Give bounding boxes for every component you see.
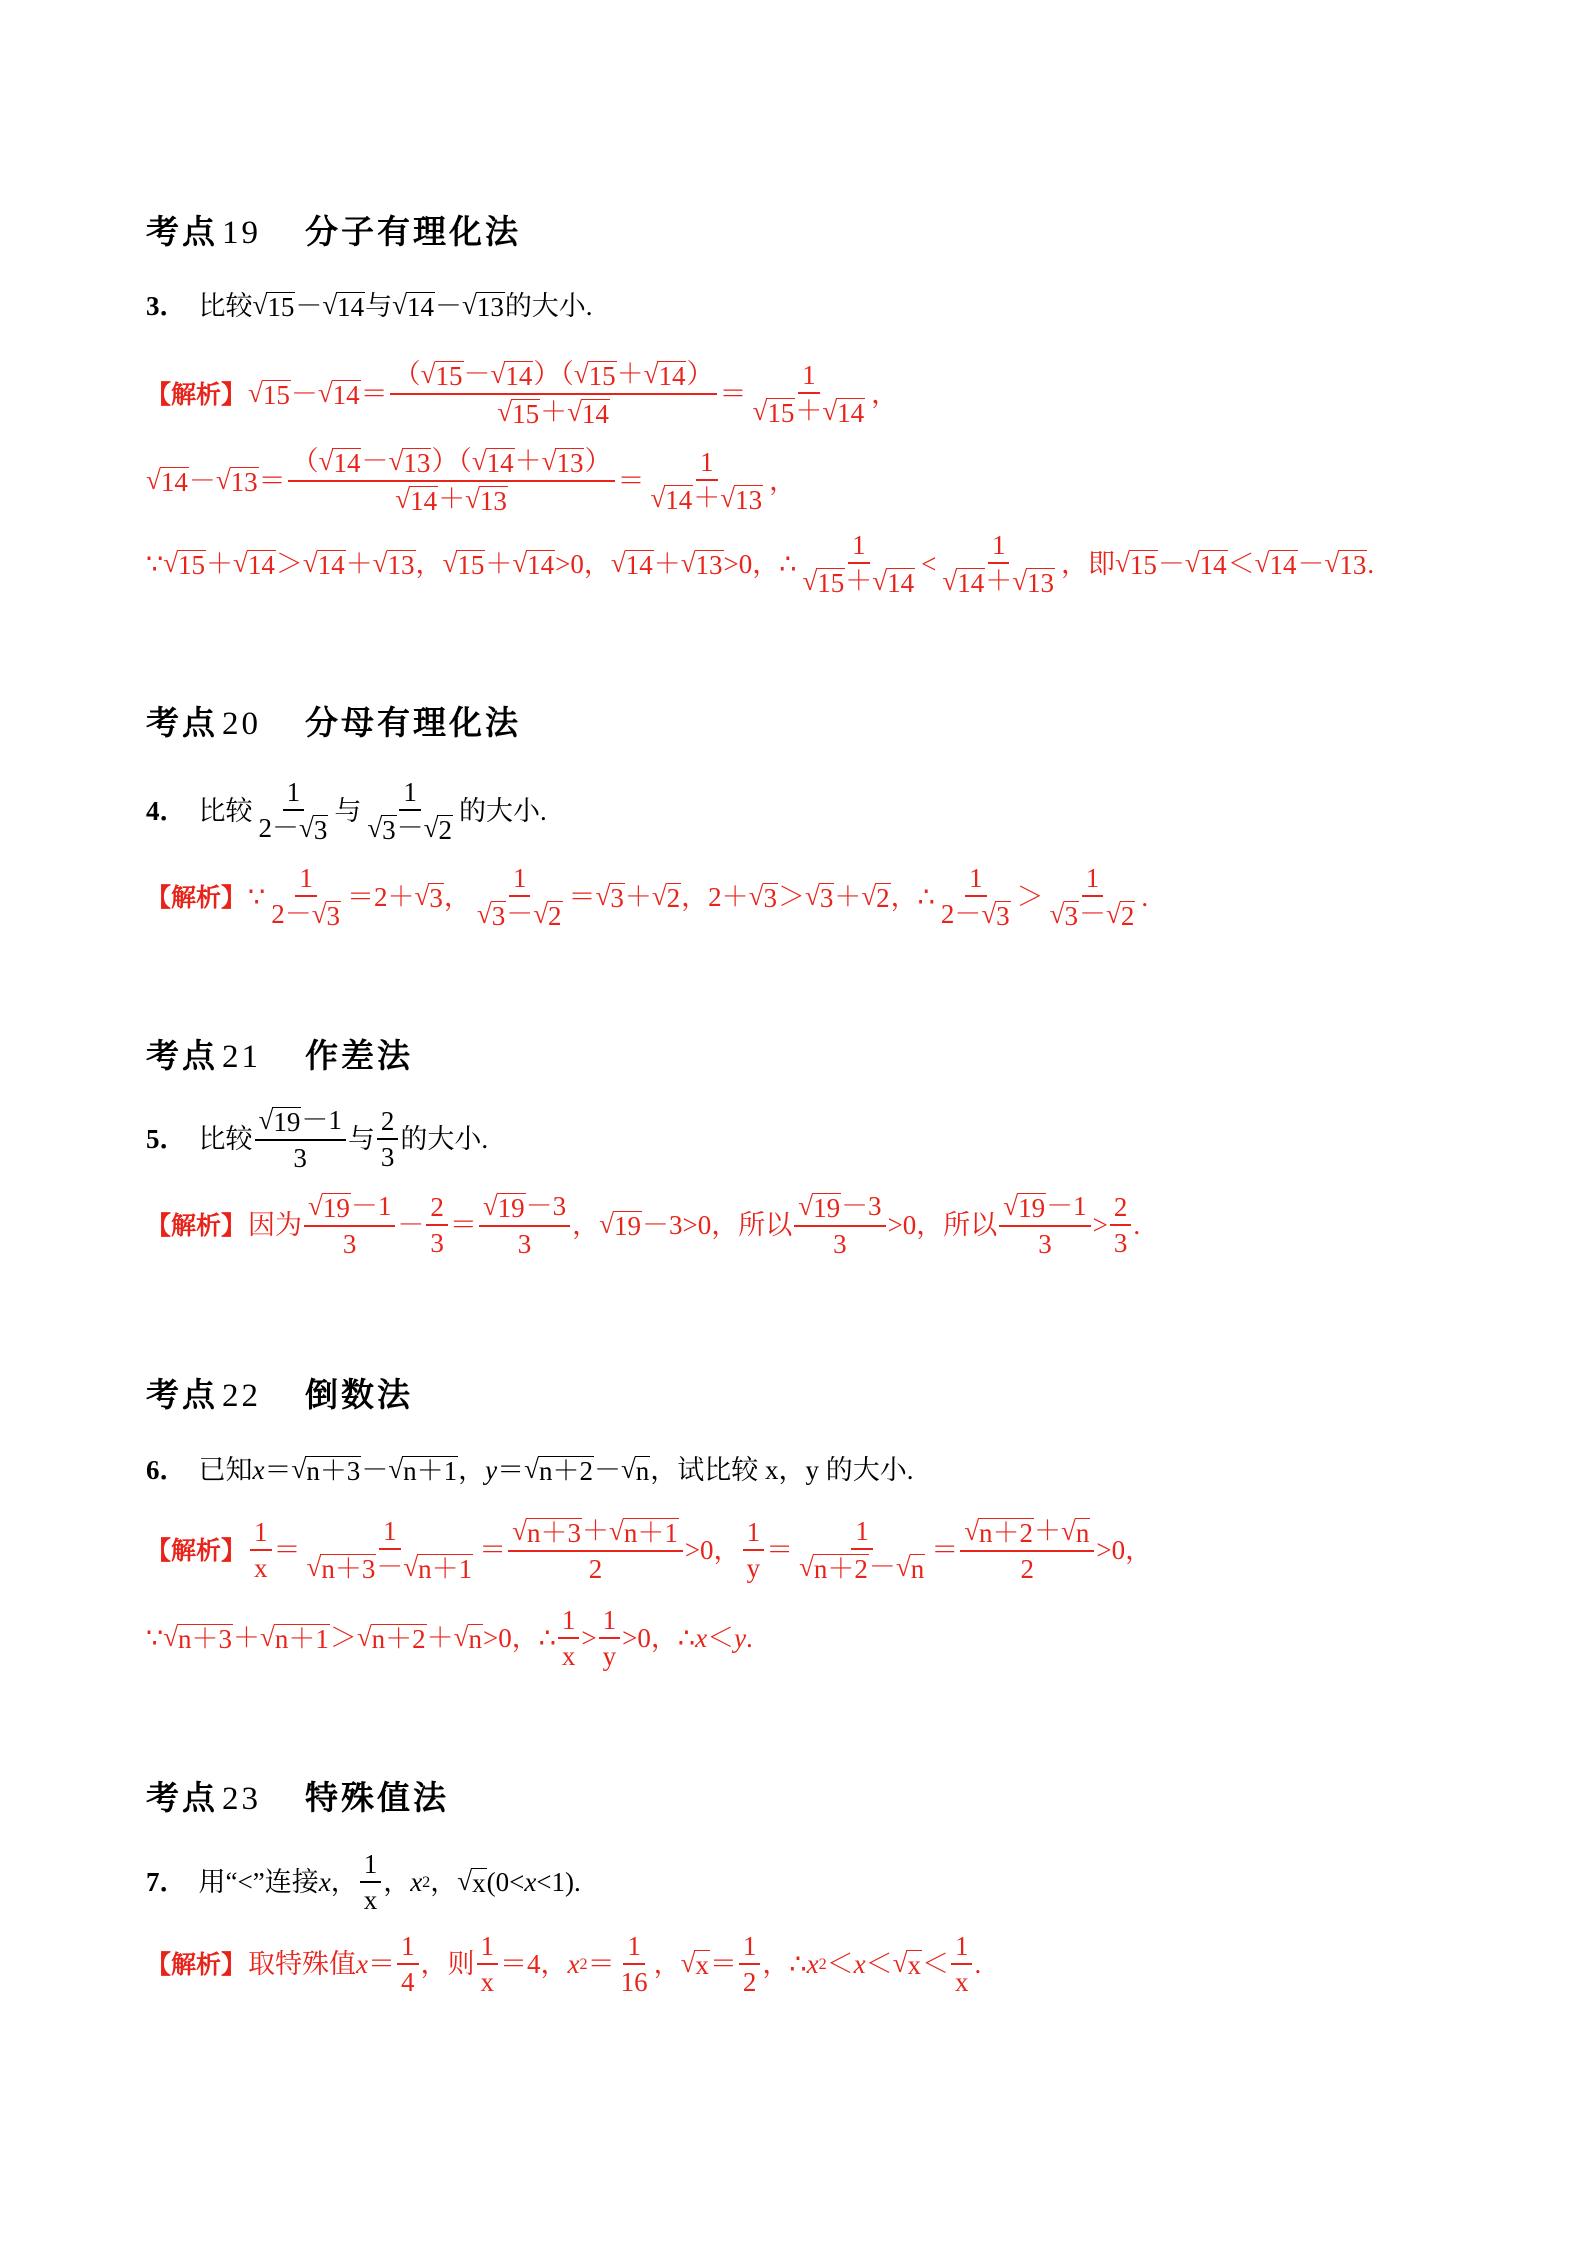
solution-4: 【解析】 ∵ 1 2－ √ 3 ＝2＋ √ 3 ， 1 √ 3 － √ 2 ＝ √ 3 ＋ √ 2 ，2＋ √ 3 ＞ √ 3 ＋ √ 2 ， ∴ 1 2－ √ 3 ＞ 1 √ 3 － √ 2 . [146, 863, 1149, 932]
problem-4: 4． 比较 1 2－ √ 3 与 1 √ 3 － √ 2 的大小. [146, 777, 547, 846]
problem-7: 7． 用“<”连接 x ， $\frac{1}{x}$ ， x 2 ， √ x (0< x <1) . [146, 1849, 581, 1916]
problem-5: 5． 比较 √ 19 －1 3 与 $\frac{2}{3}$ 的大小. [146, 1105, 489, 1174]
section-heading-21: 考点 21 作差法 [146, 1036, 413, 1075]
section-heading-22: 考点 22 倒数法 [146, 1375, 413, 1414]
solution-3-line-3: ∵ √ 15 ＋ √ 14 ＞ √ 14 ＋ √ 13 ， √ 15 ＋ √ 14 >0， √ 14 ＋ √ 13 >0， ∴ 1 √ 15 ＋ √ 14 < 1 √ 14 ＋ √ 13 ， 即 √ 15 － √ 14 ＜ √ 14 － √ 13 . [146, 530, 1375, 599]
section-heading-20: 考点 20 分母有理化法 [146, 703, 521, 742]
solution-3-line-2: √ 14 － √ 13 ＝ （ √ 14 － √ 13 ）（ √ 14 ＋ √ 13 ） √ 14 ＋ √ 13 ＝ 1 √ 14 ＋ √ 13 ， [146, 446, 797, 517]
solution-3-line-1: 【解析】 √ 15 － √ 14 ＝ （ √ 15 － √ 14 ）（ √ 15 ＋ √ 14 ） √ 15 ＋ √ 14 ＝ 1 √ 15 ＋ √ 14 ， [146, 359, 899, 430]
section-heading-23: 考点 23 特殊值法 [146, 1778, 449, 1817]
problem-3: 3． 比较 √ 15 － √ 14 与 √ 14 － √ 13 的大小. [146, 290, 593, 322]
solution-6-line-2: ∵ √ n＋3 ＋ √ n＋1 ＞ √ n＋2 ＋ √ n >0， ∴ $\frac{1}{x}$ > $\frac{1}{y}$ >0， ∴ x ＜ y . [146, 1605, 753, 1672]
solution-7: 【解析】 取特殊值 x ＝ $\frac{1}{4}$ ， 则 $\frac{1}{x}$ ＝4， x 2 ＝ $\frac{1}{16}$ ， √ x ＝ $\frac{1}{2}$ ， ∴ x 2 ＜ x ＜ √ x ＜ $\frac{1}{x}$ . [146, 1931, 982, 1998]
section-heading-19: 考点 19 分子有理化法 [146, 212, 521, 251]
solution-6-line-1: 【解析】 $\frac{1}{x}$ ＝ 1 √ n＋3 － √ n＋1 ＝ √ n＋3 ＋ √ n＋1 2 >0， $\frac{1}{y}$ ＝ 1 √ n＋2 － √ n ＝ √ n＋2 ＋ √ n 2 >0， [146, 1516, 1153, 1585]
problem-6: 6． 已知 x ＝ √ n＋3 － √ n＋1 ， y ＝ √ n＋2 － √ n ， 试比较 x，y 的大小. [146, 1454, 914, 1486]
solution-5: 【解析】 因为 √ 19 －1 3 － $\frac{2}{3}$ ＝ √ 19 －3 3 ， √ 19 －3>0， 所以 √ 19 －3 3 >0， 所以 √ 19 －1 3 > $\frac{2}{3}$ . [146, 1191, 1141, 1260]
